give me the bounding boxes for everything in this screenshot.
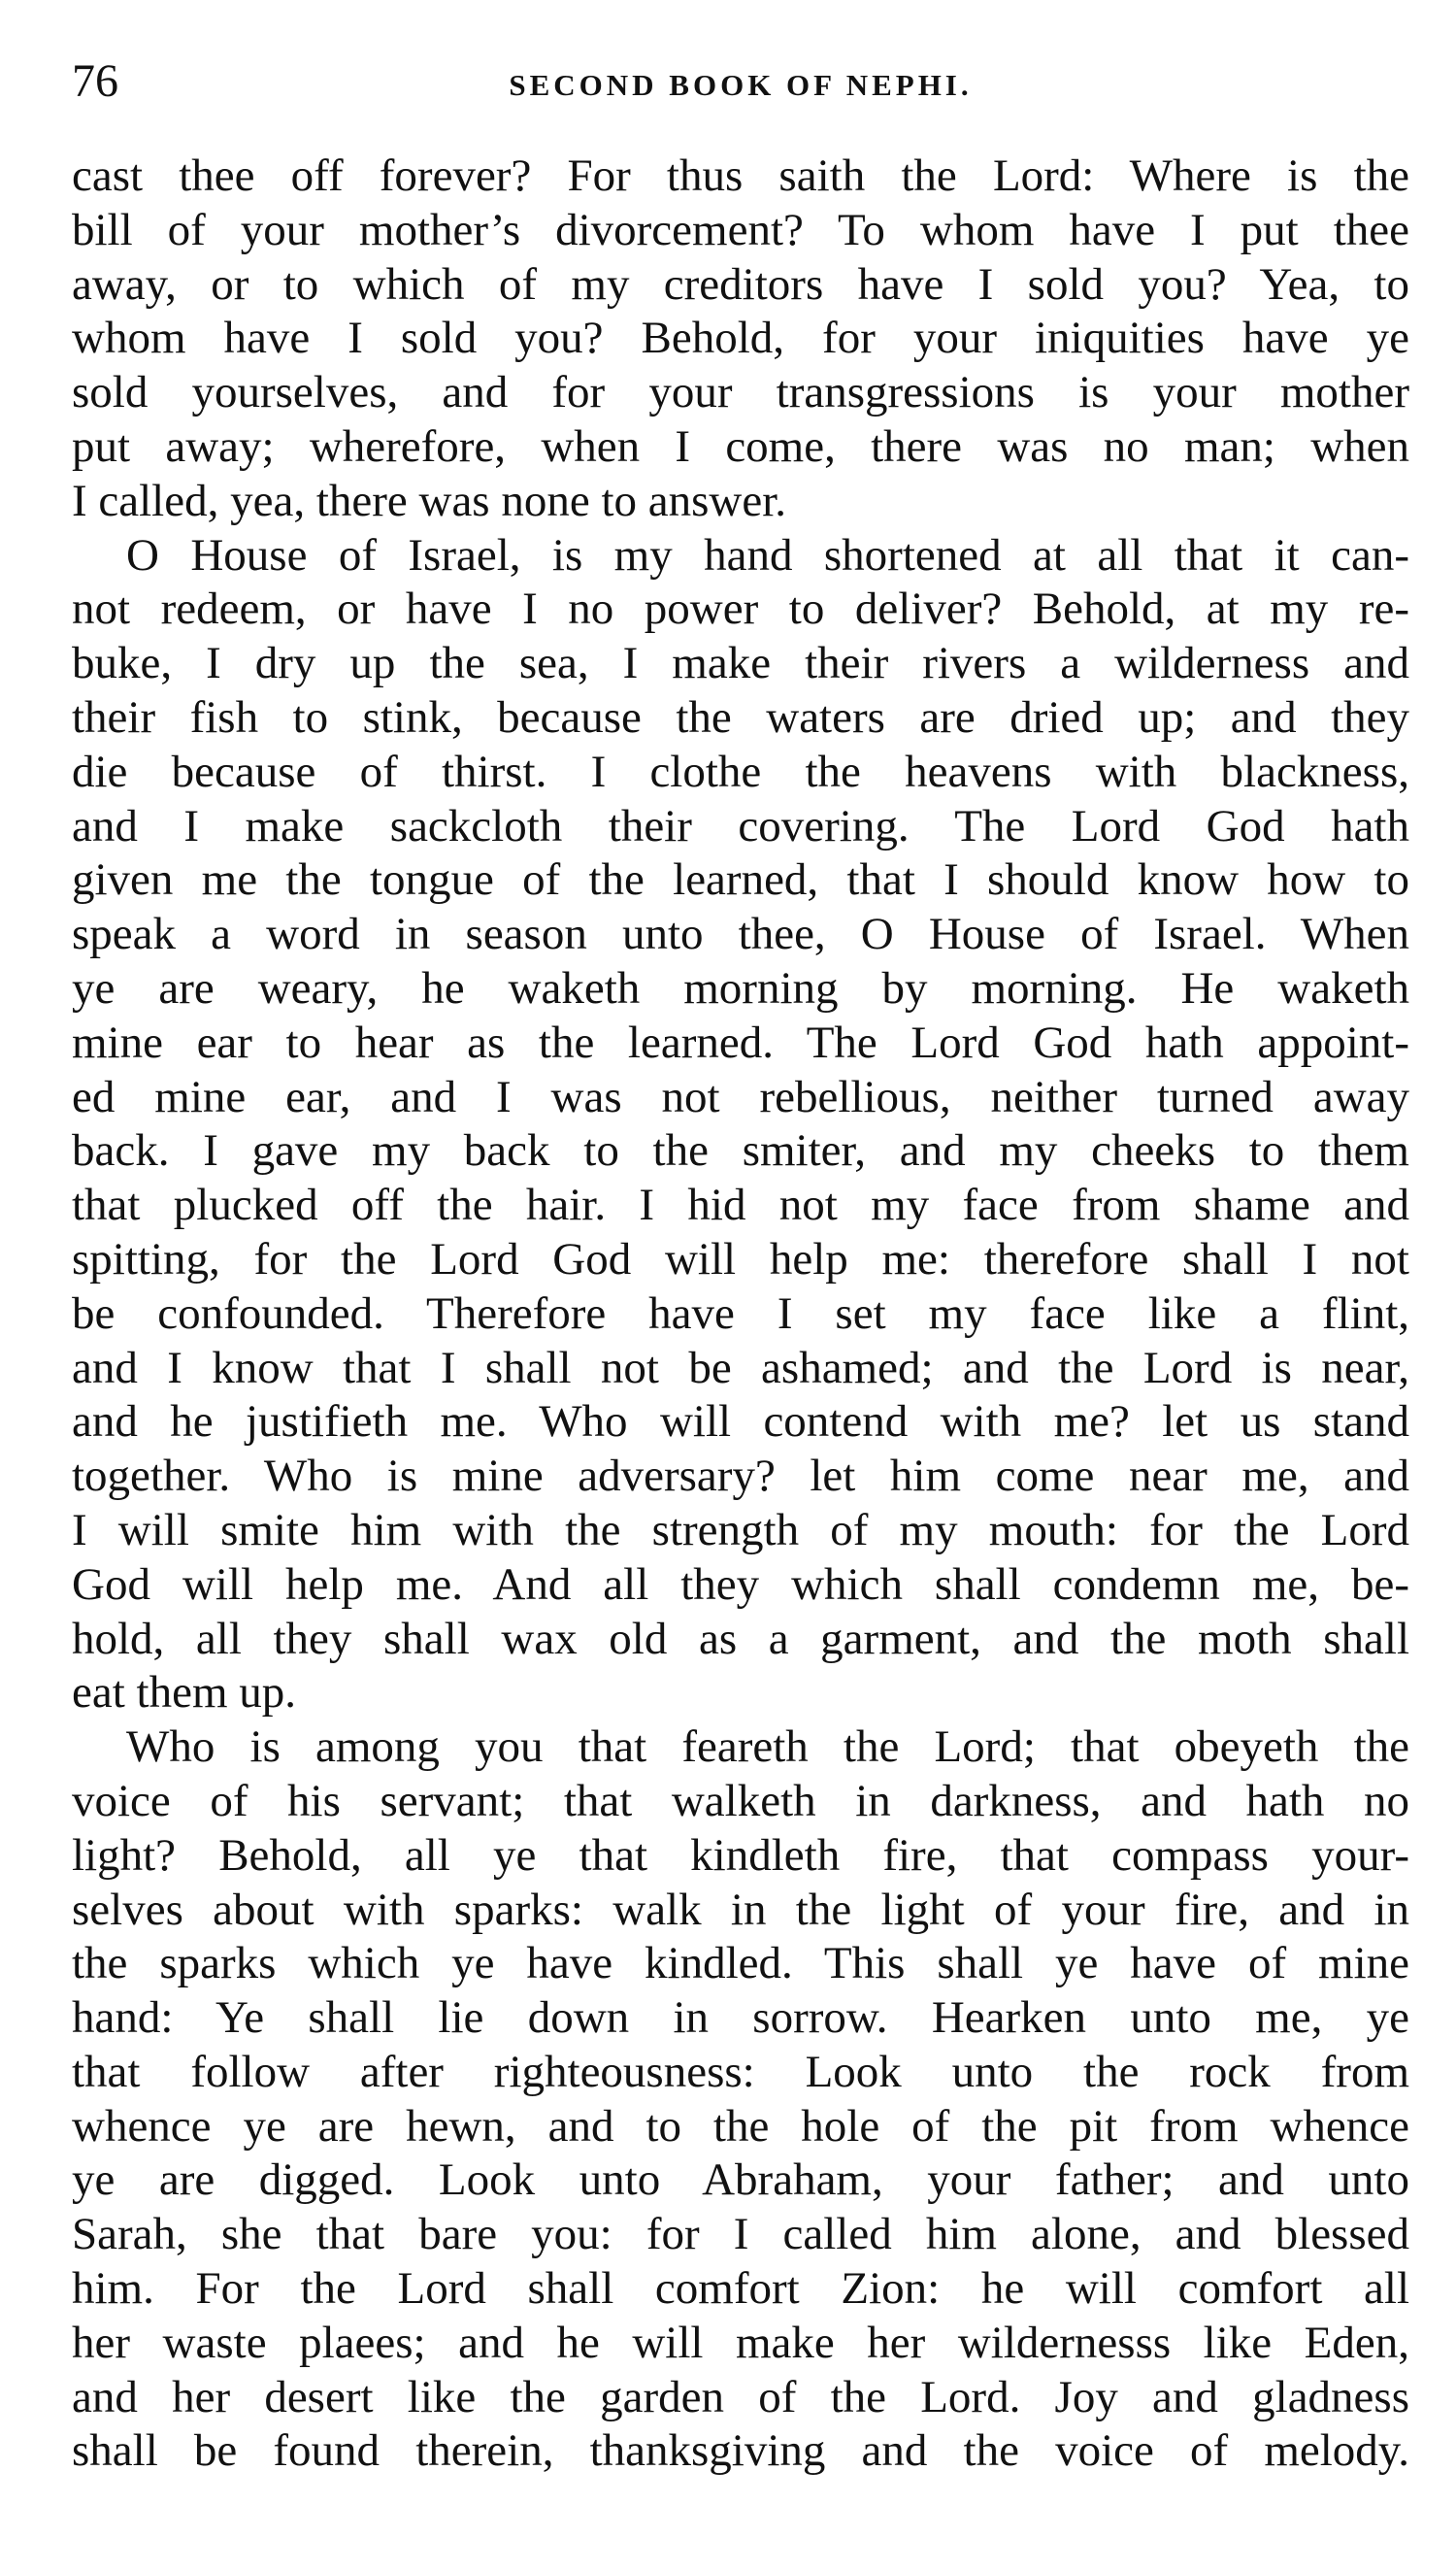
text-line: hold, all they shall wax old as a garment, and the moth shall bbox=[72, 1613, 1409, 1664]
text-line: and her desert like the garden of the Lord. Joy and gladness bbox=[72, 2371, 1409, 2422]
text-line: hand: Ye shall lie down in sorrow. Hearken unto me, ye bbox=[72, 1992, 1409, 2044]
text-line: back. I gave my back to the smiter, and my cheeks to them bbox=[72, 1125, 1409, 1177]
paragraph-2 bbox=[72, 529, 1409, 1721]
text-line: light? Behold, all ye that kindleth fire, that compass your- bbox=[72, 1829, 1409, 1881]
text-line: that plucked off the hair. I hid not my face from shame and bbox=[72, 1180, 1409, 1231]
text-line: eat them up. bbox=[72, 1667, 297, 1719]
paragraph-3 bbox=[72, 1720, 1409, 2479]
text-line: that follow after righteousness: Look unto the rock from bbox=[72, 2046, 1409, 2097]
text-line: ye are weary, he waketh morning by morning. He waketh bbox=[72, 962, 1409, 1014]
text-line: whence ye are hewn, and to the hole of the pit from whence bbox=[72, 2100, 1409, 2152]
text-line: the sparks which ye have kindled. This shall ye have of mine bbox=[72, 1938, 1409, 1989]
text-line: I called, yea, there was none to answer. bbox=[72, 475, 787, 526]
text-line: away, or to which of my creditors have I sold you? Yea, to bbox=[72, 258, 1409, 310]
book-page bbox=[72, 50, 1409, 2536]
text-line: put away; wherefore, when I come, there was no man; when bbox=[72, 420, 1409, 472]
text-line: given me the tongue of the learned, that I should know how to bbox=[72, 854, 1409, 906]
text-line: speak a word in season unto thee, O House of Israel. When bbox=[72, 909, 1409, 960]
text-line: shall be found therein, thanksgiving and the voice of melody. bbox=[72, 2425, 1409, 2477]
text-line: mine ear to hear as the learned. The Lord God hath appoint- bbox=[72, 1017, 1409, 1068]
text-line: Who is among you that feareth the Lord; that obeyeth the bbox=[126, 1721, 1409, 1773]
text-line: sold yourselves, and for your transgressions is your mother bbox=[72, 367, 1409, 418]
text-line: and he justifieth me. Who will contend with me? let us stand bbox=[72, 1396, 1409, 1448]
text-line: ed mine ear, and I was not rebellious, neither turned away bbox=[72, 1071, 1409, 1122]
running-title: SECOND BOOK OF NEPHI. bbox=[509, 68, 973, 102]
text-line: I will smite him with the strength of my mouth: for the Lord bbox=[72, 1504, 1409, 1555]
text-line: God will help me. And all they which shall condemn me, be- bbox=[72, 1558, 1409, 1610]
text-line: her waste plaees; and he will make her wildernesss like Eden, bbox=[72, 2317, 1409, 2368]
body-text bbox=[72, 150, 1409, 2479]
text-line: not redeem, or have I no power to deliver? Behold, at my re- bbox=[72, 584, 1409, 635]
text-line: their fish to stink, because the waters are dried up; and they bbox=[72, 691, 1409, 743]
text-line: ye are digged. Look unto Abraham, your father; and unto bbox=[72, 2154, 1409, 2206]
paragraph-1 bbox=[72, 150, 1409, 529]
text-line: voice of his servant; that walketh in darkness, and hath no bbox=[72, 1775, 1409, 1826]
text-line: together. Who is mine adversary? let him come near me, and bbox=[72, 1451, 1409, 1502]
page-number: 76 bbox=[72, 55, 118, 107]
text-line: selves about with sparks: walk in the light of your fire, and in bbox=[72, 1884, 1409, 1935]
text-line: Sarah, she that bare you: for I called him alone, and blessed bbox=[72, 2209, 1409, 2260]
running-head bbox=[72, 50, 1409, 120]
text-line: be confounded. Therefore have I set my face like a flint, bbox=[72, 1287, 1409, 1339]
text-line: O House of Israel, is my hand shortened at all that it can- bbox=[126, 529, 1409, 581]
text-line: him. For the Lord shall comfort Zion: he will comfort all bbox=[72, 2263, 1409, 2315]
text-line: die because of thirst. I clothe the heavens with blackness, bbox=[72, 746, 1409, 797]
text-line: bill of your mother’s divorcement? To whom have I put thee bbox=[72, 204, 1409, 255]
text-line: and I make sackcloth their covering. The Lord God hath bbox=[72, 800, 1409, 851]
text-line: buke, I dry up the sea, I make their rivers a wilderness and bbox=[72, 638, 1409, 689]
text-line: whom have I sold you? Behold, for your iniquities have ye bbox=[72, 313, 1409, 364]
text-line: spitting, for the Lord God will help me: therefore shall I not bbox=[72, 1233, 1409, 1285]
text-line: cast thee off forever? For thus saith the Lord: Where is the bbox=[72, 150, 1409, 201]
text-line: and I know that I shall not be ashamed; and the Lord is near, bbox=[72, 1342, 1409, 1393]
